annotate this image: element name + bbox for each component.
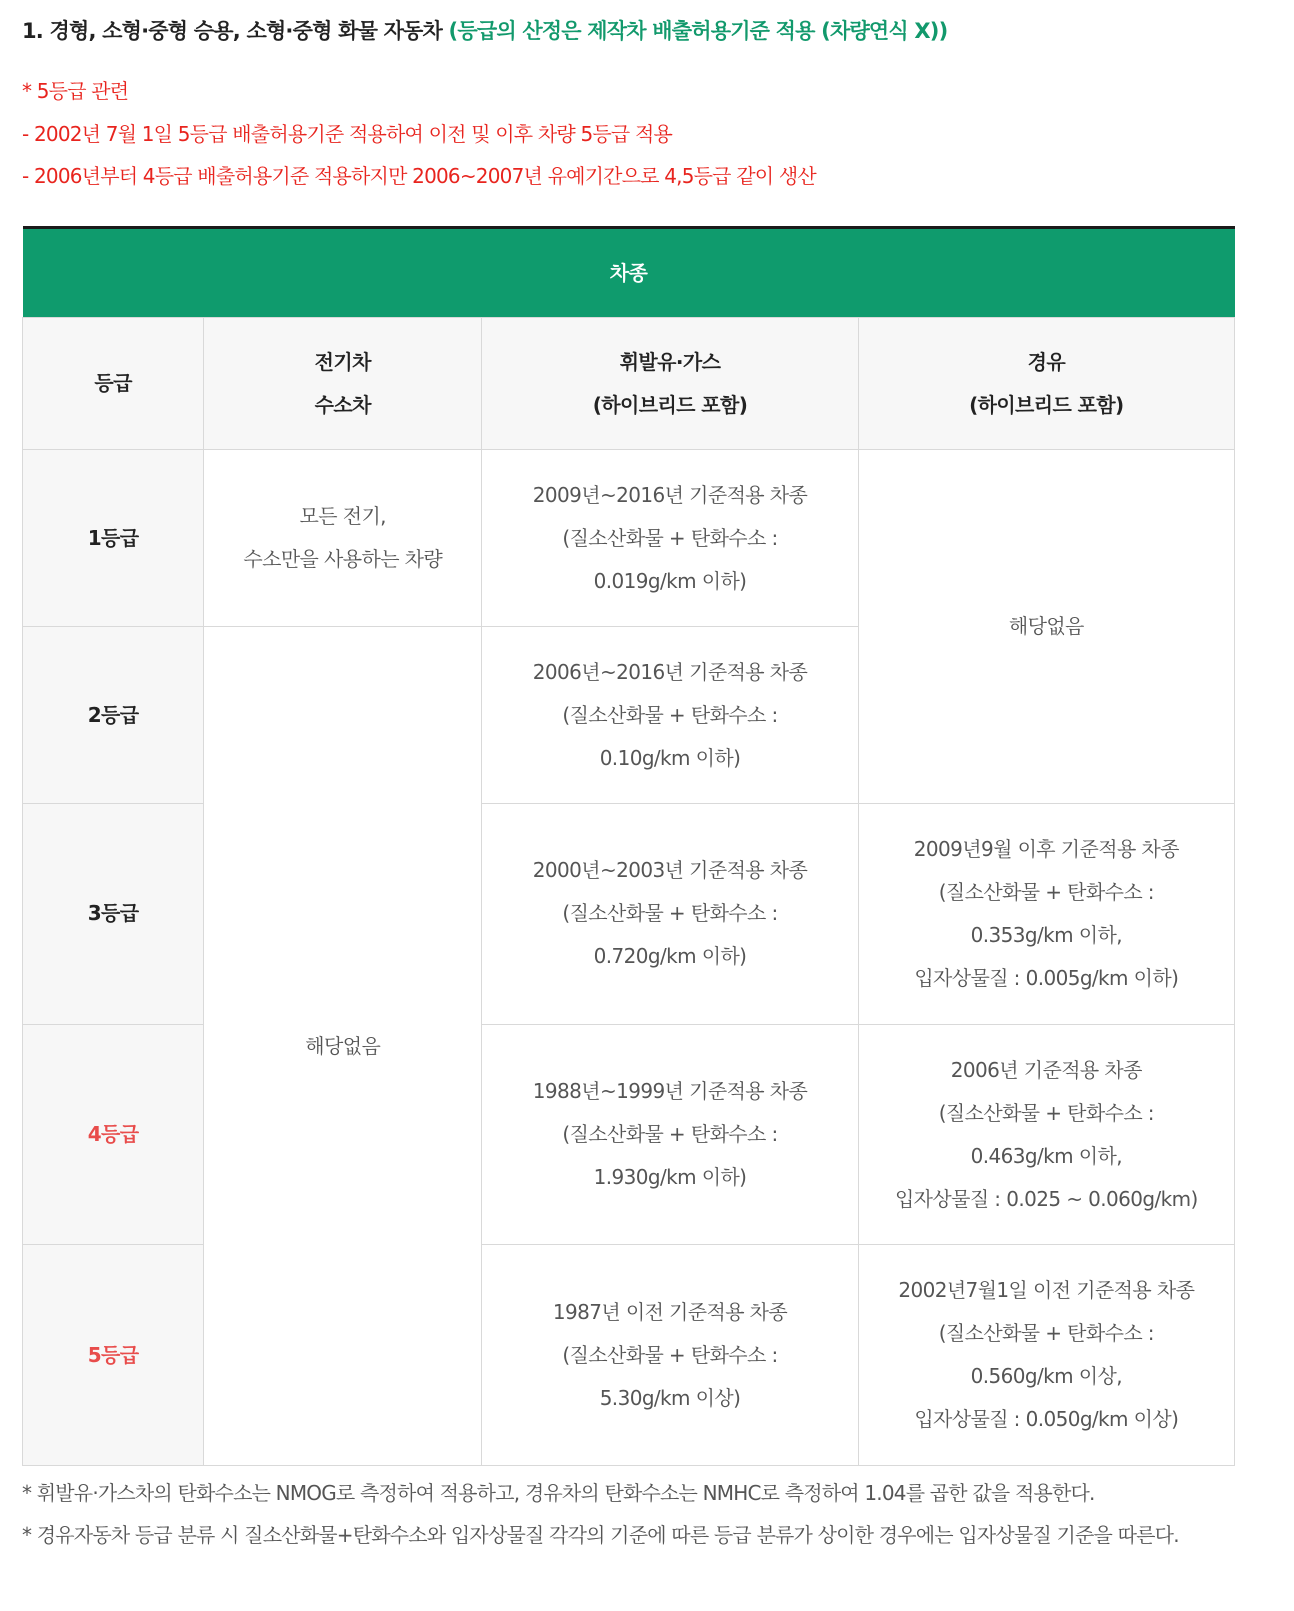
grade-label: 1등급: [23, 450, 204, 627]
grade5-notes: [22, 70, 1282, 198]
footnote: * 경유자동차 등급 분류 시 질소산화물+탄화수소와 입자상물질 각각의 기준에 따른 등급 분류가 상이한 경우에는 입자상물질 기준을 따른다.: [22, 1523, 1179, 1547]
table-top-header: 차종: [23, 228, 1235, 318]
grade-label: 2등급: [23, 627, 204, 804]
diesel-cell: 2002년7월1일 이전 기준적용 차종 (질소산화물 + 탄화수소 : 0.560g/km 이상, 입자상물질 : 0.050g/km 이상): [858, 1245, 1234, 1466]
grade-label: 4등급: [23, 1024, 204, 1245]
heading-highlight: (등급의 산정은 제작차 배출허용기준 적용 (차량연식 X)): [448, 19, 948, 43]
col-header-diesel: 경유 (하이브리드 포함): [858, 318, 1234, 450]
col-header-ev: 전기차 수소차: [204, 318, 482, 450]
gasoline-cell: 2006년~2016년 기준적용 차종 (질소산화물 + 탄화수소 : 0.10g/km 이하): [482, 627, 858, 804]
footnotes: [22, 1472, 1262, 1556]
heading-main: 1. 경형, 소형·중형 승용, 소형·중형 화물 자동차: [22, 19, 443, 43]
col-header-gasoline: 휘발유·가스 (하이브리드 포함): [482, 318, 858, 450]
ev-cell: 모든 전기, 수소만을 사용하는 차량: [204, 450, 482, 627]
section-heading: [22, 14, 1282, 48]
gasoline-cell: 2009년~2016년 기준적용 차종 (질소산화물 + 탄화수소 : 0.019g/km 이하): [482, 450, 858, 627]
note-line: - 2002년 7월 1일 5등급 배출허용기준 적용하여 이전 및 이후 차량 5등급 적용: [22, 121, 673, 146]
note-line: - 2006년부터 4등급 배출허용기준 적용하지만 2006~2007년 유예기간으로 4,5등급 같이 생산: [22, 164, 816, 188]
gasoline-cell: 1987년 이전 기준적용 차종 (질소산화물 + 탄화수소 : 5.30g/km 이상): [482, 1245, 858, 1466]
grade-label: 5등급: [23, 1245, 204, 1466]
diesel-cell: 해당없음: [858, 450, 1234, 804]
footnote: * 휘발유·가스차의 탄화수소는 NMOG로 측정하여 적용하고, 경유차의 탄화수소는 NMHC로 측정하여 1.04를 곱한 값을 적용한다.: [22, 1481, 1095, 1505]
grade-label: 3등급: [23, 804, 204, 1025]
gasoline-cell: 2000년~2003년 기준적용 차종 (질소산화물 + 탄화수소 : 0.720g/km 이하): [482, 804, 858, 1025]
diesel-cell: 2009년9월 이후 기준적용 차종 (질소산화물 + 탄화수소 : 0.353g/km 이하, 입자상물질 : 0.005g/km 이하): [858, 804, 1234, 1025]
col-header-grade: 등급: [23, 318, 204, 450]
diesel-cell: 2006년 기준적용 차종 (질소산화물 + 탄화수소 : 0.463g/km 이하, 입자상물질 : 0.025 ~ 0.060g/km): [858, 1024, 1234, 1245]
emission-grade-table: [22, 226, 1235, 1466]
table-row: [23, 450, 1235, 627]
note-line: * 5등급 관련: [22, 79, 129, 103]
ev-cell: 해당없음: [204, 627, 482, 1466]
gasoline-cell: 1988년~1999년 기준적용 차종 (질소산화물 + 탄화수소 : 1.930g/km 이하): [482, 1024, 858, 1245]
